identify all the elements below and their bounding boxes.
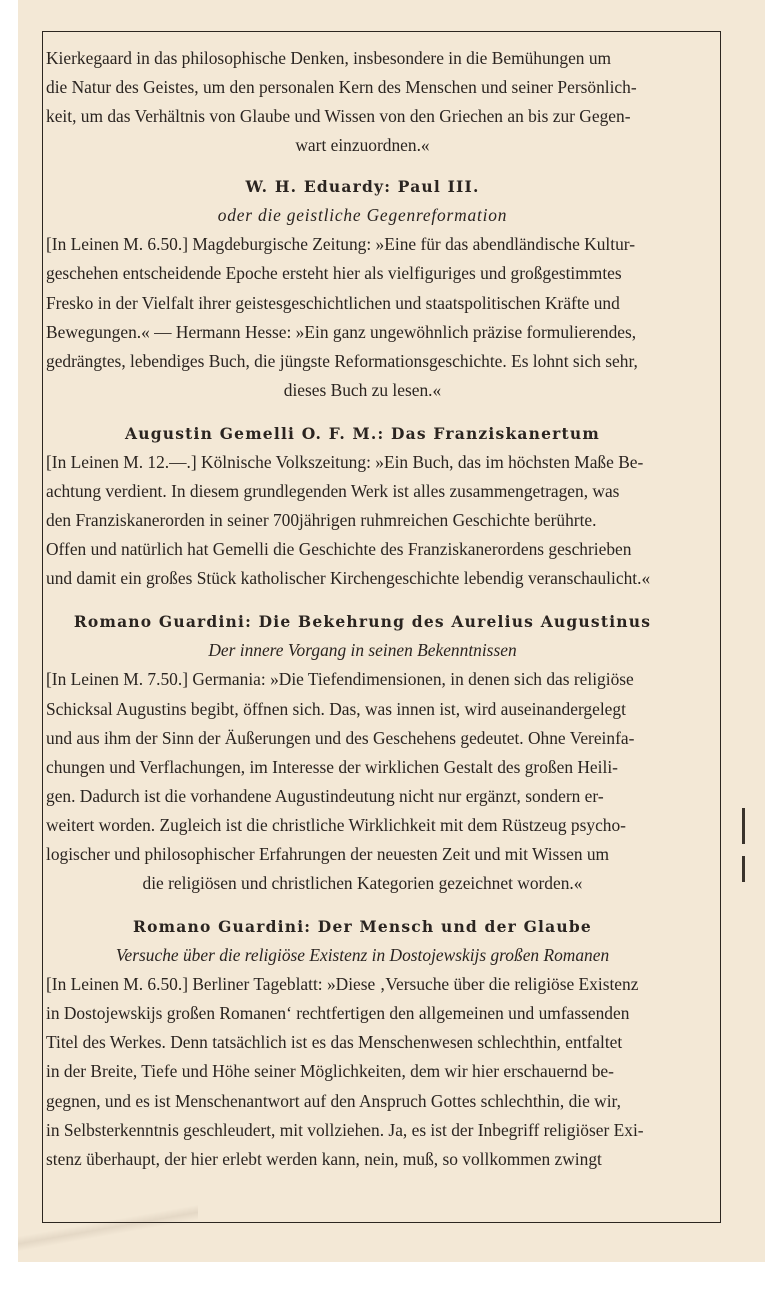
review-line: achtung verdient. In diesem grundlegenden Werk ist alles zusammengetragen, was xyxy=(46,481,620,502)
review-line: in der Breite, Tiefe und Höhe seiner Möglichkeiten, dem wir hier erschauernd be- xyxy=(46,1061,614,1082)
review-line: gegnen, und es ist Menschenantwort auf den Anspruch Gottes schlechthin, die wir, xyxy=(46,1090,621,1111)
review-line: gedrängtes, lebendiges Buch, die jüngste Reformationsgeschichte. Es lohnt sich sehr, xyxy=(46,350,638,371)
review-line: dieses Buch zu lesen.« xyxy=(283,379,442,400)
binding-mark-lower xyxy=(742,856,745,882)
intro-line: wart einzuordnen.« xyxy=(295,135,430,156)
review-line: die religiösen und christlichen Kategorien gezeichnet worden.« xyxy=(142,873,583,894)
review-line: Schicksal Augustins begibt, öffnen sich. Das, was innen ist, wird auseinandergelegt xyxy=(46,698,626,719)
book-title: W. H. Eduardy: Paul III. xyxy=(245,177,480,197)
book-title: Romano Guardini: Der Mensch und der Glaube xyxy=(133,917,592,937)
intro-line: die Natur des Geistes, um den personalen Kern des Menschen und seiner Persönlich- xyxy=(46,77,637,98)
review-line: in Dostojewskijs großen Romanen‘ rechtfertigen den allgemeinen und umfassenden xyxy=(46,1003,630,1024)
book-entry xyxy=(46,912,679,1174)
book-title: Augustin Gemelli O. F. M.: Das Franziskanertum xyxy=(125,423,600,443)
review-line: Titel des Werkes. Denn tatsächlich ist es das Menschenwesen schlechthin, entfaltet xyxy=(46,1032,623,1053)
review-line: [In Leinen M. 12.—.] Kölnische Volkszeitung: »Ein Buch, das im höchsten Maße Be- xyxy=(46,451,644,472)
book-entry xyxy=(46,419,679,593)
review-line: [In Leinen M. 6.50.] Berliner Tageblatt: »Diese ‚Versuche über die religiöse Existenz xyxy=(46,974,639,995)
review-line: chungen und Verflachungen, im Interesse der wirklichen Gestalt des großen Heili- xyxy=(46,756,618,777)
page-content xyxy=(46,44,679,1174)
review-line: Bewegungen.« — Hermann Hesse: »Ein ganz ungewöhnlich präzise formulierendes, xyxy=(46,321,637,342)
review-line: geschehen entscheidende Epoche ersteht hier als vielfiguriges und großgestimmtes xyxy=(46,263,622,284)
intro-line: Kierkegaard in das philosophische Denken, insbesondere in die Bemühungen um xyxy=(46,48,612,68)
review-line: in Selbsterkenntnis geschleudert, mit vollziehen. Ja, es ist der Inbegriff religiöser Exi- xyxy=(46,1119,644,1140)
review-line: Fresko in der Vielfalt ihrer geistesgeschichtlichen und staatspolitischen Kräfte und xyxy=(46,292,620,313)
review-line: Offen und natürlich hat Gemelli die Geschichte des Franziskanerordens geschrieben xyxy=(46,539,632,560)
review-line: gen. Dadurch ist die vorhandene Augustindeutung nicht nur ergänzt, sondern er- xyxy=(46,785,604,806)
page-bottom-margin xyxy=(0,1262,765,1293)
book-entry xyxy=(46,607,679,898)
intro-paragraph xyxy=(46,44,679,160)
book-subtitle: Der innere Vorgang in seinen Bekenntnissen xyxy=(208,640,517,661)
review-line: [In Leinen M. 6.50.] Magdeburgische Zeitung: »Eine für das abendländische Kultur- xyxy=(46,234,635,255)
review-line: den Franziskanerorden in seiner 700jährigen ruhmreichen Geschichte berührte. xyxy=(46,510,597,531)
book-subtitle: Versuche über die religiöse Existenz in Dostojewskijs großen Romanen xyxy=(115,945,610,966)
book-subtitle: oder die geistliche Gegenreformation xyxy=(217,205,508,226)
review-line: weitert worden. Zugleich ist die christliche Wirklichkeit mit dem Rüstzeug psycho- xyxy=(46,814,626,835)
review-line: und aus ihm der Sinn der Äußerungen und des Geschehens gedeutet. Ohne Vereinfa- xyxy=(46,727,635,748)
intro-line: keit, um das Verhältnis von Glaube und Wissen von den Griechen an bis zur Gegen- xyxy=(46,106,631,127)
binding-mark-upper xyxy=(742,808,745,844)
review-line: stenz überhaupt, der hier erlebt werden kann, nein, muß, so vollkommen zwingt xyxy=(46,1148,602,1169)
review-line: und damit ein großes Stück katholischer Kirchengeschichte lebendig veranschaulicht.« xyxy=(46,568,651,589)
book-entry xyxy=(46,172,679,405)
paper-crease xyxy=(18,1198,198,1262)
review-line: logischer und philosophischer Erfahrungen der neuesten Zeit und mit Wissen um xyxy=(46,843,610,864)
book-title: Romano Guardini: Die Bekehrung des Aurelius Augustinus xyxy=(73,612,652,632)
review-line: [In Leinen M. 7.50.] Germania: »Die Tiefendimensionen, in denen sich das religiöse xyxy=(46,669,634,690)
